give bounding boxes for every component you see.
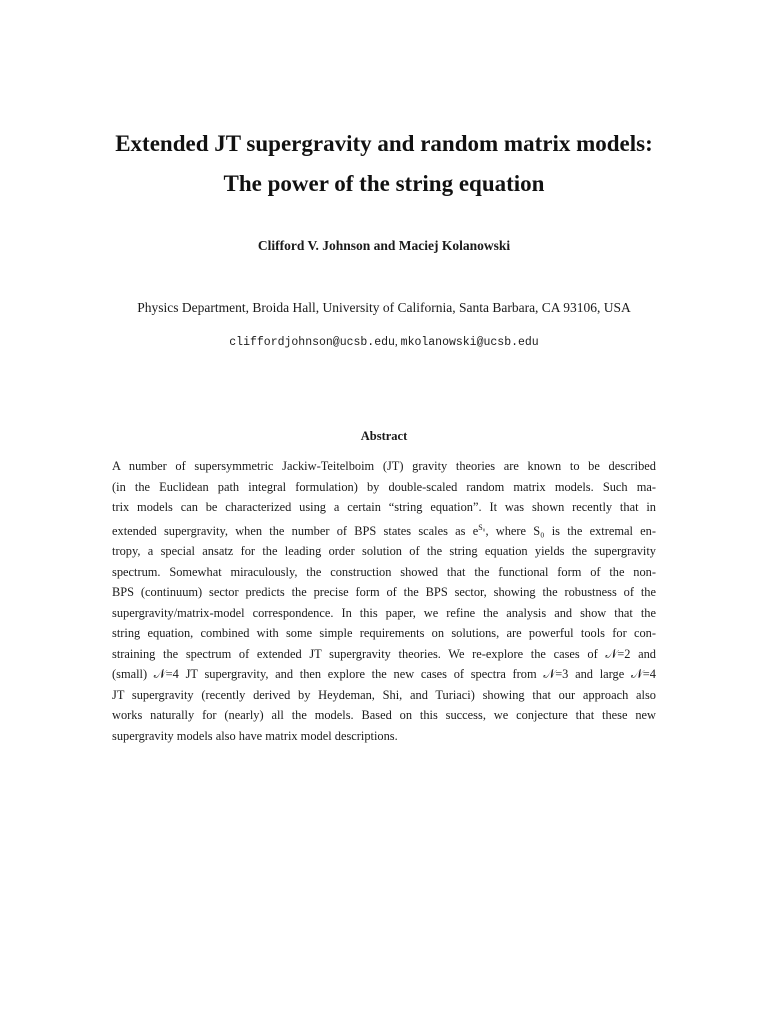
abstract-heading: Abstract (360, 429, 408, 443)
abstract-line: tropy, a special ansatz for the leading order solution of the string equation yields the supergravity (112, 544, 656, 559)
author-list: Clifford V. Johnson and Maciej Kolanowski (257, 238, 511, 253)
abstract-line: supergravity models also have matrix model descriptions. (112, 728, 398, 743)
title-line-2: The power of the string equation (223, 171, 545, 196)
email-separator: , (394, 336, 401, 348)
paper-title (0, 124, 768, 204)
abstract-line: trix models can be characterized using a certain “string equation”. It was shown recently that in (112, 500, 656, 514)
abstract-line: (in the Euclidean path integral formulation) by double-scaled random matrix models. Such ma- (112, 479, 656, 494)
author-emails (0, 336, 768, 349)
abstract-line: supergravity/matrix-model correspondence. In this paper, we refine the analysis and show that the (112, 605, 656, 620)
abstract-line: BPS (continuum) sector predicts the precise form of the BPS sector, showing the robustness of the (112, 585, 656, 600)
abstract-line: A number of supersymmetric Jackiw-Teitelboim (JT) gravity theories are known to be described (112, 459, 656, 473)
abstract-line: JT supergravity (recently derived by Heydeman, Shi, and Turiaci) showing that our approach also (112, 687, 656, 702)
abstract-line: works naturally for (nearly) all the models. Based on this success, we conjecture that these new (112, 708, 656, 723)
abstract-line: straining the spectrum of extended JT supergravity theories. We re-explore the cases of 𝒩=2 and (112, 646, 656, 661)
title-line-1: Extended JT supergravity and random matrix models: (115, 131, 653, 156)
affiliation: Physics Department, Broida Hall, University of California, Santa Barbara, CA 93106, USA (137, 300, 631, 315)
abstract-line: (small) 𝒩=4 JT supergravity, and then explore the new cases of spectra from 𝒩=3 and large 𝒩=4 (112, 667, 656, 682)
email-link-kolanowski[interactable]: mkolanowski@ucsb.edu (400, 336, 539, 349)
email-link-johnson[interactable]: cliffordjohnson@ucsb.edu (229, 336, 395, 349)
abstract-line: extended supergravity, when the number of BPS states scales as $e^{S_0}$, where S₀ is the extremal en- (112, 522, 656, 538)
abstract-line: spectrum. Somewhat miraculously, the construction showed that the functional form of the non- (112, 564, 656, 579)
abstract-line: string equation, combined with some simple requirements on solutions, are powerful tools for con- (112, 626, 656, 641)
abstract-body (112, 456, 656, 746)
